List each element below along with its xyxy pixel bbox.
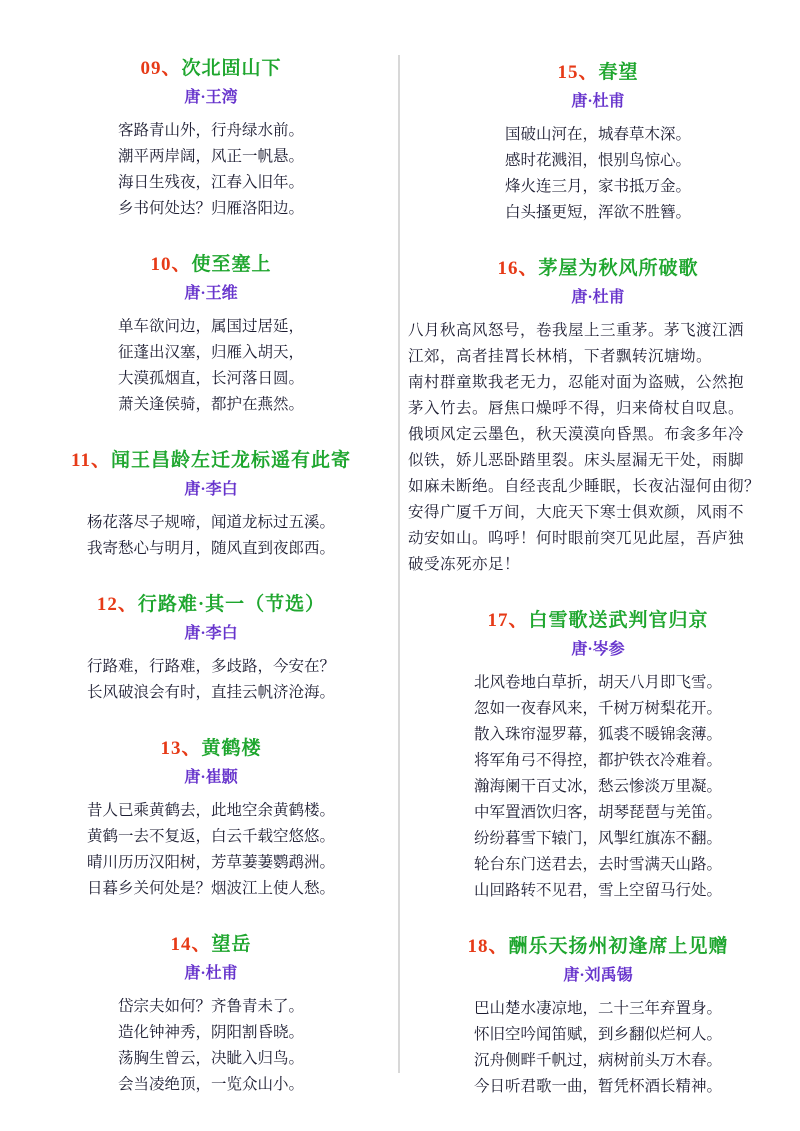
poem-line: 客路青山外，行舟绿水前。 — [117, 122, 304, 139]
poem-author: 唐·崔颢 — [184, 769, 238, 786]
poem-author: 唐·刘禹锡 — [563, 967, 633, 984]
poem-body — [42, 654, 380, 706]
poem-block — [408, 608, 788, 904]
poem-block — [408, 934, 788, 1100]
poem-title — [408, 60, 788, 86]
poem-line: 山回路转不见君，雪上空留马行处。 — [473, 882, 722, 899]
poem-block — [42, 736, 380, 902]
poem-title — [42, 252, 380, 278]
poem-line: 北风卷地白草折，胡天八月即飞雪。 — [473, 674, 722, 691]
poem-line: 晴川历历汉阳树，芳草萋萋鹦鹉洲。 — [86, 854, 335, 871]
poem-body — [408, 122, 788, 226]
poem-line: 今日听君歌一曲，暂凭杯酒长精神。 — [473, 1078, 722, 1095]
poem-line: 乡书何处达？归雁洛阳边。 — [117, 200, 304, 217]
poem-title-text: 酬乐天扬州初逢席上见赠 — [508, 936, 729, 957]
poem-author: 唐·王湾 — [184, 89, 238, 106]
poem-title-text: 次北固山下 — [181, 58, 282, 79]
poem-line: 沉舟侧畔千帆过，病树前头万木春。 — [473, 1052, 722, 1069]
poem-title-text: 春望 — [598, 62, 639, 83]
poem-number: 15、 — [557, 62, 599, 83]
poem-author: 唐·李白 — [184, 625, 238, 642]
poem-body — [408, 670, 788, 904]
poem-line: 如麻未断绝。自经丧乱少睡眠，长夜沾湿何由彻？ — [408, 478, 761, 495]
poem-line: 动安如山。呜呼！何时眼前突兀见此屋，吾庐独 — [408, 530, 745, 547]
left-column — [0, 0, 398, 1131]
poem-line: 似铁，娇儿恶卧踏里裂。床头屋漏无干处，雨脚 — [408, 452, 745, 469]
poem-line: 荡胸生曾云，决眦入归鸟。 — [117, 1050, 304, 1067]
poem-line: 萧关逢侯骑，都护在燕然。 — [117, 396, 304, 413]
poem-line: 茅入竹去。唇焦口燥呼不得，归来倚杖自叹息。 — [408, 400, 745, 417]
poem-line: 征蓬出汉塞，归雁入胡天， — [117, 344, 304, 361]
column-divider — [398, 55, 400, 1073]
poem-number: 11、 — [71, 450, 111, 471]
poem-line: 中军置酒饮归客，胡琴琵琶与羌笛。 — [473, 804, 722, 821]
poem-number: 12、 — [96, 594, 138, 615]
poem-block — [408, 60, 788, 226]
poem-block — [42, 592, 380, 706]
poem-number: 17、 — [487, 610, 529, 631]
poem-body — [42, 510, 380, 562]
poem-line: 俄顷风定云墨色，秋天漠漠向昏黑。布衾多年冷 — [408, 426, 745, 443]
poem-line: 国破山河在，城春草木深。 — [504, 126, 691, 143]
poem-line: 将军角弓不得控，都护铁衣冷难着。 — [473, 752, 722, 769]
poem-author: 唐·杜甫 — [184, 965, 238, 982]
poem-line: 烽火连三月，家书抵万金。 — [504, 178, 691, 195]
poem-title — [42, 932, 380, 958]
poem-line: 江郊，高者挂罥长林梢，下者飘转沉塘坳。 — [408, 348, 713, 365]
poem-title — [42, 56, 380, 82]
poem-line: 安得广厦千万间，大庇天下寒士俱欢颜，风雨不 — [408, 504, 745, 521]
poem-number: 18、 — [467, 936, 509, 957]
poem-line: 瀚海阑干百丈冰，愁云惨淡万里凝。 — [473, 778, 722, 795]
poem-line: 散入珠帘湿罗幕，狐裘不暖锦衾薄。 — [473, 726, 722, 743]
poem-line: 大漠孤烟直，长河落日圆。 — [117, 370, 304, 387]
poem-number: 10、 — [150, 254, 192, 275]
poem-title — [42, 592, 380, 618]
poem-line: 杨花落尽子规啼，闻道龙标过五溪。 — [86, 514, 335, 531]
poem-title-text: 使至塞上 — [191, 254, 272, 275]
poem-line: 日暮乡关何处是？烟波江上使人愁。 — [86, 880, 335, 897]
poem-author: 唐·杜甫 — [571, 289, 625, 306]
poem-title-text: 茅屋为秋风所破歌 — [538, 258, 699, 279]
right-column — [398, 0, 800, 1131]
poem-title — [42, 736, 380, 762]
poem-line: 潮平两岸阔，风正一帆悬。 — [117, 148, 304, 165]
poem-line: 破受冻死亦足！ — [408, 556, 521, 573]
poem-title — [408, 934, 788, 960]
poem-line: 我寄愁心与明月，随风直到夜郎西。 — [86, 540, 335, 557]
poem-body — [42, 798, 380, 902]
poem-line: 八月秋高风怒号，卷我屋上三重茅。茅飞渡江洒 — [408, 322, 745, 339]
poem-block — [42, 56, 380, 222]
poem-author: 唐·李白 — [184, 481, 238, 498]
poem-title-text: 黄鹤楼 — [201, 738, 262, 759]
poem-title — [408, 608, 788, 634]
poem-line: 单车欲问边，属国过居延， — [117, 318, 304, 335]
poem-block — [408, 256, 788, 578]
poem-line: 怀旧空吟闻笛赋，到乡翻似烂柯人。 — [473, 1026, 722, 1043]
poem-number: 09、 — [140, 58, 182, 79]
poem-line: 巴山楚水凄凉地，二十三年弃置身。 — [473, 1000, 722, 1017]
poem-line: 轮台东门送君去，去时雪满天山路。 — [473, 856, 722, 873]
poem-line: 长风破浪会有时，直挂云帆济沧海。 — [86, 684, 335, 701]
poem-number: 14、 — [170, 934, 212, 955]
poem-line: 纷纷暮雪下辕门，风掣红旗冻不翻。 — [473, 830, 722, 847]
poem-body — [408, 318, 788, 578]
poem-title — [408, 256, 788, 282]
poem-body — [42, 314, 380, 418]
poem-body — [408, 996, 788, 1100]
poem-number: 13、 — [160, 738, 202, 759]
poem-block — [42, 252, 380, 418]
poem-line: 黄鹤一去不复返，白云千载空悠悠。 — [86, 828, 335, 845]
poem-author: 唐·岑参 — [571, 641, 625, 658]
poem-line: 南村群童欺我老无力，忍能对面为盗贼，公然抱 — [408, 374, 745, 391]
poem-line: 海日生残夜，江春入旧年。 — [117, 174, 304, 191]
poem-title-text: 望岳 — [211, 934, 252, 955]
poem-line: 感时花溅泪，恨别鸟惊心。 — [504, 152, 691, 169]
poem-block — [42, 932, 380, 1098]
poem-line: 白头搔更短，浑欲不胜簪。 — [504, 204, 691, 221]
poem-title — [42, 448, 380, 474]
poem-line: 岱宗夫如何？齐鲁青未了。 — [117, 998, 304, 1015]
poem-author: 唐·王维 — [184, 285, 238, 302]
poem-title-text: 行路难·其一（节选） — [137, 594, 326, 615]
poem-line: 会当凌绝顶，一览众山小。 — [117, 1076, 304, 1093]
poem-line: 造化钟神秀，阴阳割昏晓。 — [117, 1024, 304, 1041]
poem-line: 行路难，行路难，多歧路，今安在？ — [86, 658, 335, 675]
poem-title-text: 白雪歌送武判官归京 — [528, 610, 709, 631]
poem-body — [42, 994, 380, 1098]
poem-body — [42, 118, 380, 222]
poem-line: 昔人已乘黄鹤去，此地空余黄鹤楼。 — [86, 802, 335, 819]
poem-author: 唐·杜甫 — [571, 93, 625, 110]
poem-block — [42, 448, 380, 562]
poem-title-text: 闻王昌龄左迁龙标遥有此寄 — [110, 450, 351, 471]
poem-number: 16、 — [497, 258, 539, 279]
poem-line: 忽如一夜春风来，千树万树梨花开。 — [473, 700, 722, 717]
